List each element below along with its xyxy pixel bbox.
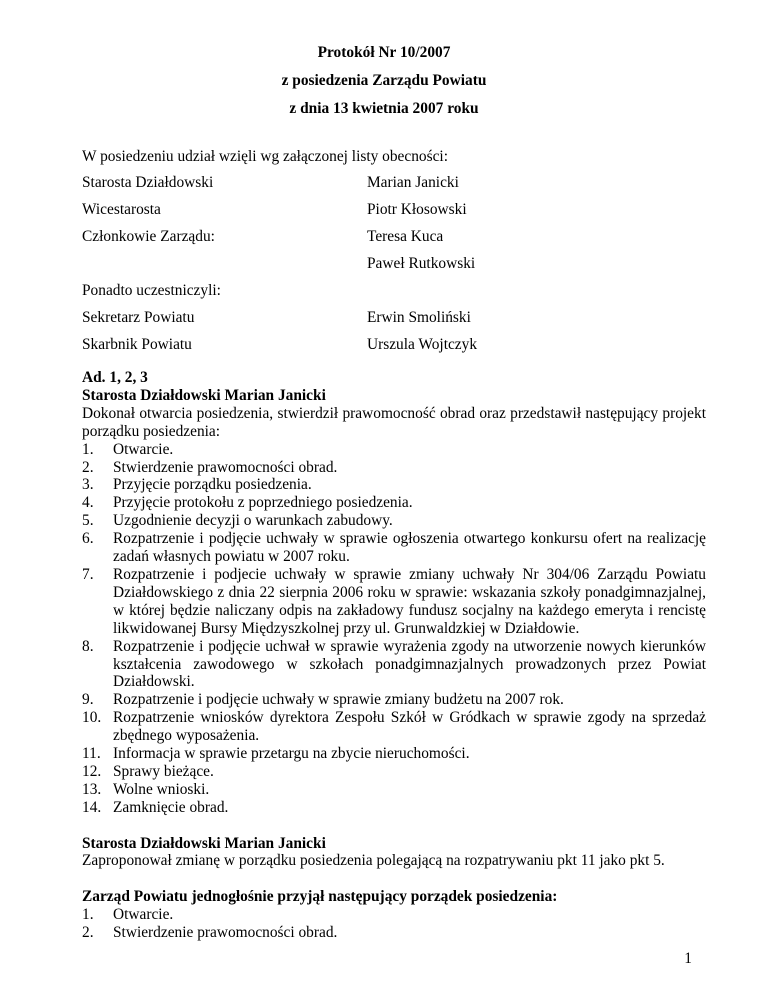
protocol-body — [82, 369, 706, 942]
attendance-role: Sekretarz Powiatu — [82, 309, 195, 326]
list-item: 10. Rozpatrzenie wniosków dyrektora Zespołu Szkół w Gródkach w sprawie zgody na sprzedaż zbędnego wyposażenia. — [82, 709, 706, 745]
list-item: 7. Rozpatrzenie i podjecie uchwały w sprawie zmiany uchwały Nr 304/06 Zarządu Powiatu Działdowskiego z dnia 22 sierpnia 2006 roku w sprawie: wskazania szkoły ponadgimnazjalnej, w której będzie naliczany odpis na zakładowy fundusz socjalny na każdego emeryta i rencistę likwidowanej Bursy Międzyszkolnej przy ul. Grunwaldzkiej w Działdowie. — [82, 565, 706, 637]
protocol-date: z dnia 13 kwietnia 2007 roku — [289, 100, 479, 117]
list-item: 4. Przyjęcie protokołu z poprzedniego posiedzenia. — [82, 494, 413, 512]
list-item: 2. Stwierdzenie prawomocności obrad. — [82, 924, 338, 942]
protocol-subtitle: z posiedzenia Zarządu Powiatu — [281, 72, 487, 89]
speaker-name: Starosta Działdowski Marian Janicki — [82, 386, 326, 404]
proposed-agenda-list — [82, 441, 706, 817]
attendance-name: Teresa Kuca — [367, 228, 444, 245]
speaker-name: Starosta Działdowski Marian Janicki — [82, 834, 326, 852]
list-item: 8. Rozpatrzenie i podjęcie uchwał w sprawie wyrażenia zgody na utworzenie nowych kierunków kształcenia zawodowego w szkołach ponadgimnazjalnych prowadzonych przez Powiat Działdowski. — [82, 637, 706, 691]
attendance-name: Erwin Smoliński — [367, 309, 471, 326]
list-item: 9. Rozpatrzenie i podjęcie uchwały w sprawie zmiany budżetu na 2007 rok. — [82, 691, 564, 709]
list-item: 1. Otwarcie. — [82, 906, 174, 924]
list-item: 11. Informacja w sprawie przetargu na zbycie nieruchomości. — [82, 745, 470, 763]
attendance-intro: W posiedzeniu udział wzięli wg załączonej listy obecności: — [82, 148, 448, 165]
attendance-role: Członkowie Zarządu: — [82, 228, 215, 245]
list-item: 6. Rozpatrzenie i podjęcie uchwały w sprawie ogłoszenia otwartego konkursu ofert na realizację zadań własnych powiatu w 2007 roku. — [82, 530, 706, 566]
attendance-role: Skarbnik Powiatu — [82, 336, 192, 353]
adopted-agenda-list — [82, 906, 706, 942]
attendance-name: Urszula Wojtczyk — [367, 336, 478, 353]
list-item: 12. Sprawy bieżące. — [82, 762, 214, 780]
list-item: 13. Wolne wnioski. — [82, 780, 210, 798]
list-item: 5. Uzgodnienie decyzji o warunkach zabudowy. — [82, 512, 393, 530]
list-item: 3. Przyjęcie porządku posiedzenia. — [82, 476, 312, 494]
attendance-role: Wicestarosta — [82, 201, 161, 218]
resolution-heading: Zarząd Powiatu jednogłośnie przyjął następujący porządek posiedzenia: — [82, 888, 558, 906]
also-attended-label: Ponadto uczestniczyli: — [82, 282, 221, 299]
speaker-statement: Dokonał otwarcia posiedzenia, stwierdził prawomocność obrad oraz przedstawił następujący projekt porządku posiedzenia: — [82, 404, 706, 440]
list-item: 1. Otwarcie. — [82, 440, 174, 458]
speaker-statement: Zaproponował zmianę w porządku posiedzenia polegającą na rozpatrywaniu pkt 11 jako pkt 5. — [82, 852, 665, 870]
attendance-name: Piotr Kłosowski — [367, 201, 467, 218]
list-item: 2. Stwierdzenie prawomocności obrad. — [82, 458, 338, 476]
list-item: 14. Zamknięcie obrad. — [82, 798, 229, 816]
agenda-item-heading: Ad. 1, 2, 3 — [82, 369, 148, 386]
attendance-name: Marian Janicki — [367, 174, 459, 191]
page-number: 1 — [684, 950, 692, 967]
attendance-role: Starosta Działdowski — [82, 174, 214, 191]
protocol-title: Protokół Nr 10/2007 — [317, 44, 451, 61]
attendance-name: Paweł Rutkowski — [367, 255, 476, 272]
